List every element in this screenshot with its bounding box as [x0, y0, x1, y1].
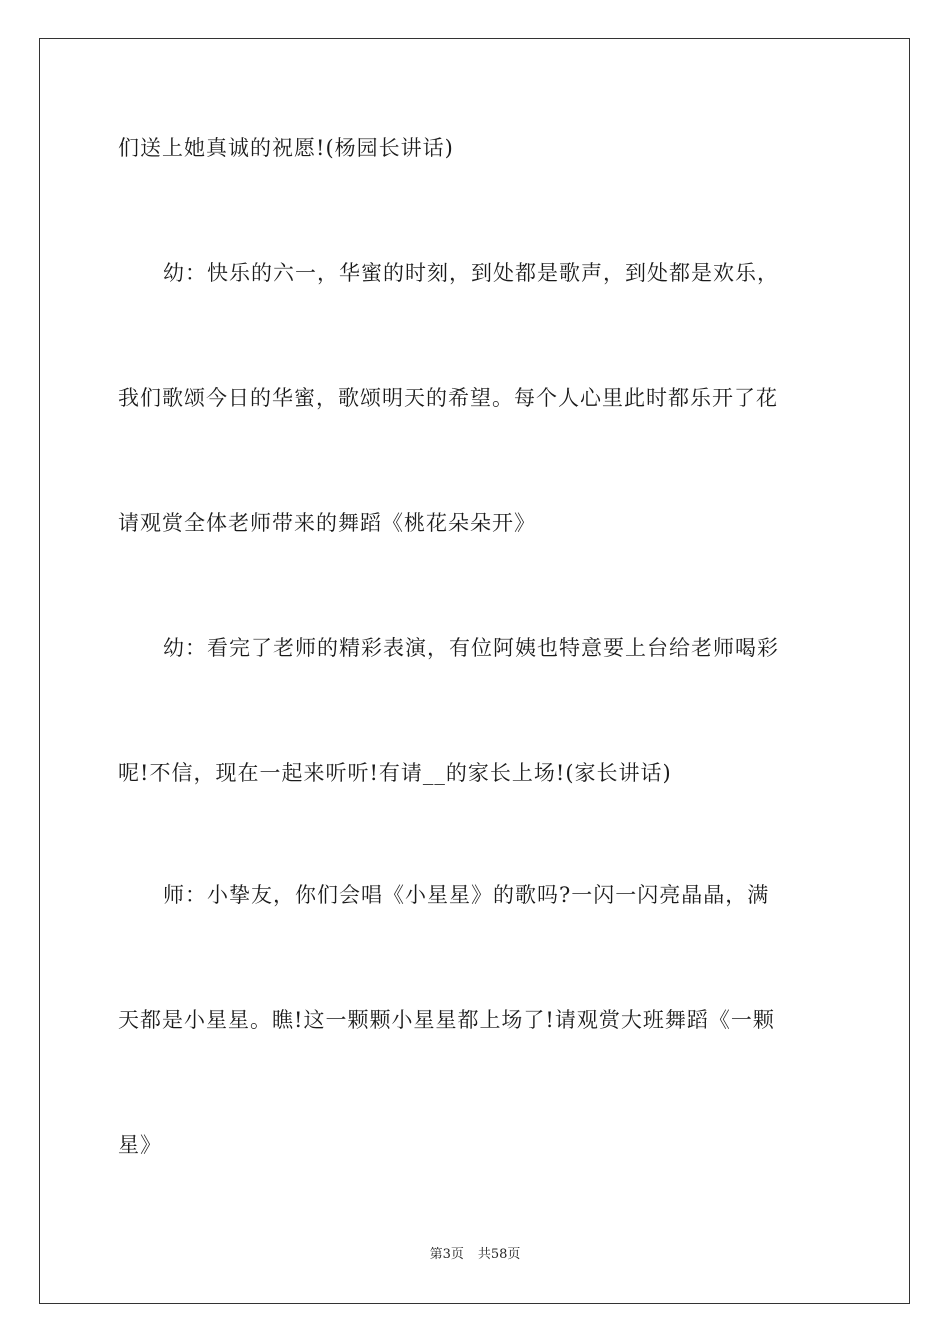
paragraph-line-6: 呢!不信，现在一起来听听!有请__的家长上场!(家长讲话)	[118, 761, 672, 785]
paragraph-line-7: 师：小挚友，你们会唱《小星星》的歌吗?一闪一闪亮晶晶，满	[163, 883, 770, 907]
paragraph-line-4: 请观赏全体老师带来的舞蹈《桃花朵朵开》	[118, 511, 536, 535]
paragraph-line-1: 们送上她真诚的祝愿!(杨园长讲话)	[118, 136, 454, 160]
paragraph-line-8: 天都是小星星。瞧!这一颗颗小星星都上场了!请观赏大班舞蹈《一颗	[118, 1008, 775, 1032]
page-border	[39, 38, 910, 1304]
page-total: 共58页	[477, 1247, 521, 1262]
paragraph-line-9: 星》	[118, 1133, 162, 1157]
page-footer	[0, 1247, 950, 1263]
paragraph-line-5: 幼：看完了老师的精彩表演，有位阿姨也特意要上台给老师喝彩	[163, 636, 779, 660]
paragraph-line-3: 我们歌颂今日的华蜜，歌颂明天的希望。每个人心里此时都乐开了花	[118, 386, 778, 410]
paragraph-line-2: 幼：快乐的六一，华蜜的时刻，到处都是歌声，到处都是欢乐，	[163, 261, 779, 285]
page-number: 第3页	[429, 1247, 464, 1262]
